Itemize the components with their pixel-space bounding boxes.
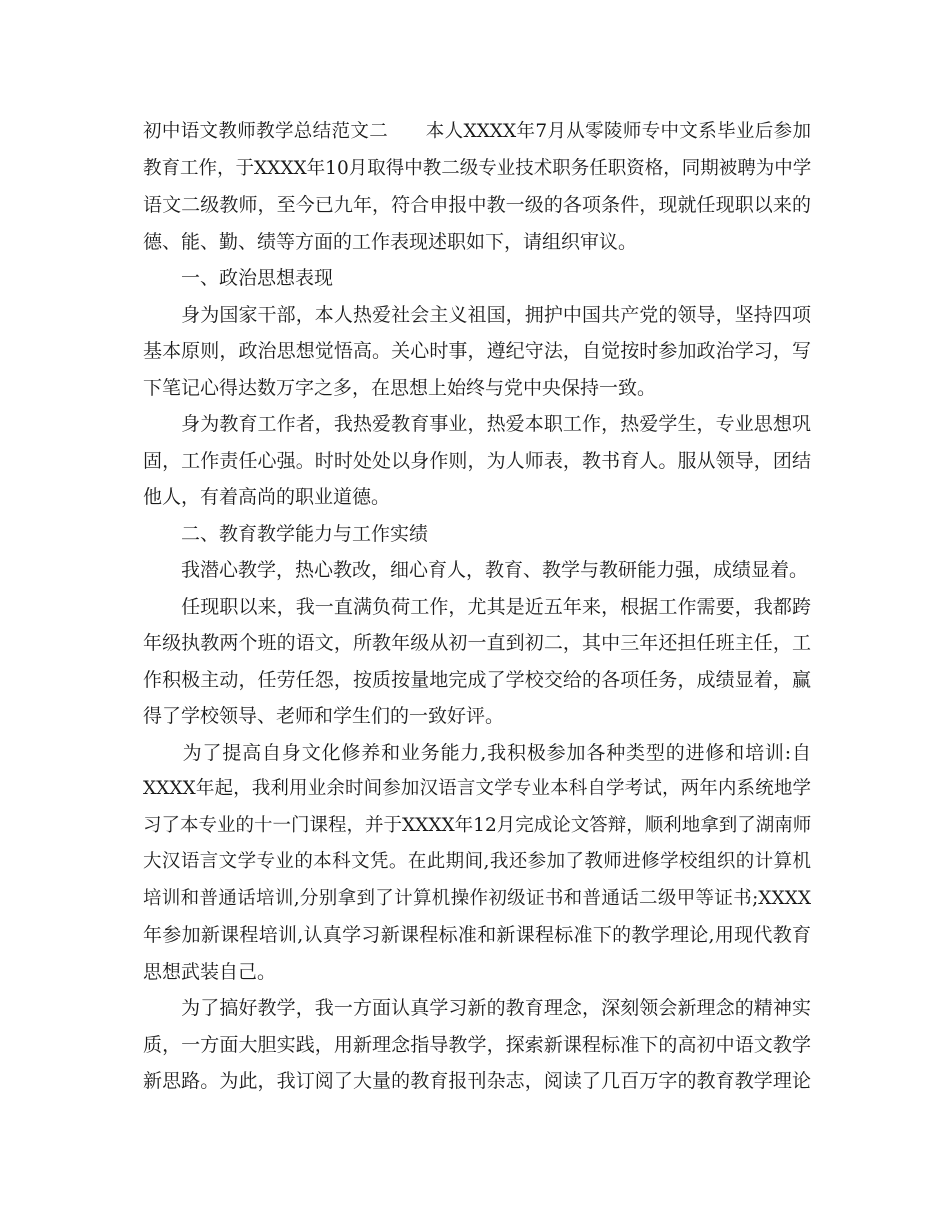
text-line: 身为国家干部，本人热爱社会主义祖国，拥护中国共产党的领导，坚持四项 (143, 303, 811, 326)
text-line: 年级执教两个班的语文，所教年级从初一直到初二，其中三年还担任班主任，工 (143, 632, 811, 654)
text-line: 我潜心教学，热心教改，细心育人，教育、教学与教研能力强，成绩显着。 (143, 559, 809, 581)
text-line: 为了搞好教学，我一方面认真学习新的教育理念，深刻领会新理念的精神实 (143, 997, 811, 1019)
text-line: 年参加新课程培训,认真学习新课程标准和新课程标准下的教学理论,用现代教育 (143, 924, 811, 946)
text-line: 得了学校领导、老师和学生们的一致好评。 (143, 705, 505, 727)
text-line: 培训和普通话培训,分别拿到了计算机操作初级证书和普通话二级甲等证书;XXXX (143, 887, 811, 909)
text-line: 二、教育教学能力与工作实绩 (143, 522, 429, 545)
text-line: XXXX年起，我利用业余时间参加汉语言文学专业本科自学考试，两年内系统地学 (143, 778, 811, 799)
text-line: 下笔记心得达数万字之多，在思想上始终与党中央保持一致。 (143, 376, 657, 399)
text-line: 质，一方面大胆实践，用新理念指导教学，探索新课程标准下的高初中语文教学 (143, 1033, 811, 1056)
text-line: 固，工作责任心强。时时处处以身作则，为人师表，教书育人。服从领导，团结 (143, 449, 811, 472)
text-line: 习了本专业的十一门课程，并于XXXX年12月完成论文答辩，顺利地拿到了湖南师 (143, 814, 812, 836)
text-line: 基本原则，政治思想觉悟高。关心时事，遵纪守法，自觉按时参加政治学习，写 (143, 340, 811, 362)
text-line: 他人，有着高尚的职业道德。 (143, 486, 391, 508)
text-line: 思想武装自己。 (143, 960, 277, 983)
text-line: 新思路。为此，我订阅了大量的教育报刊杂志，阅读了几百万字的教育教学理论 (143, 1070, 811, 1092)
text-line: 德、能、勤、绩等方面的工作表现述职如下，请组织审议。 (143, 230, 638, 253)
text-line: 作积极主动，任劳任怨，按质按量地完成了学校交给的各项任务，成绩显着，赢 (143, 668, 811, 691)
text-line: 身为教育工作者，我热爱教育事业，热爱本职工作，热爱学生，专业思想巩 (143, 413, 811, 435)
text-line: 初中语文教师教学总结范文二 本人XXXX年7月从零陵师专中文系毕业后参加 (143, 121, 811, 142)
text-line: 任现职以来，我一直满负荷工作，尤其是近五年来，根据工作需要，我都跨 (143, 595, 811, 618)
text-line: 为了提高自身文化修养和业务能力,我积极参加各种类型的进修和培训:自 (143, 741, 811, 764)
text-line: 一、政治思想表现 (143, 267, 334, 289)
text-line: 教育工作，于XXXX年10月取得中教二级专业技术职务任职资格，同期被聘为中学 (143, 157, 812, 179)
text-line: 语文二级教师，至今已九年，符合申报中教一级的各项条件，现就任现职以来的 (143, 194, 811, 216)
text-line: 大汉语言文学专业的本科文凭。在此期间,我还参加了教师进修学校组织的计算机 (143, 851, 811, 872)
document-body (143, 114, 811, 1100)
